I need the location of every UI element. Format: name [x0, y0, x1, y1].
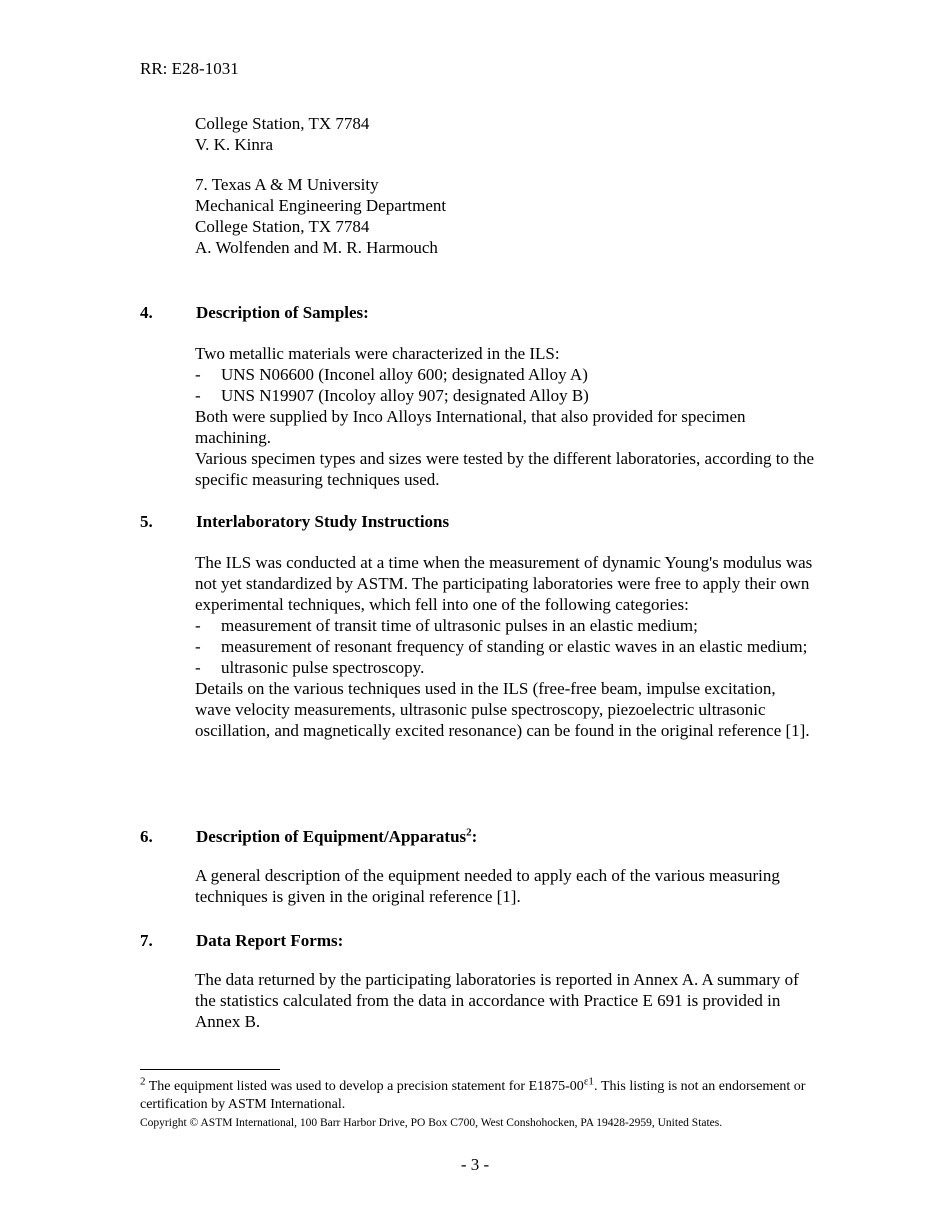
paragraph: Two metallic materials were characterized in the ILS: — [195, 344, 560, 363]
footnote-reference[interactable]: 2 — [466, 826, 472, 839]
paragraph: Various specimen types and sizes were tested by the different laboratories, according to the specific measuring techniques used. — [195, 449, 815, 489]
section-title: Interlaboratory Study Instructions — [196, 512, 450, 531]
bullet-dash: - — [195, 616, 201, 635]
section-5-body — [195, 552, 815, 741]
department-name: Mechanical Engineering Department — [195, 196, 447, 215]
section-7-heading — [140, 930, 343, 951]
footnote-marker: 2 — [140, 1075, 146, 1088]
institution-name: 7. Texas A & M University — [195, 175, 379, 194]
section-4-heading — [140, 302, 369, 323]
list-item-text: UNS N19907 (Incoloy alloy 907; designated Alloy B) — [221, 386, 589, 405]
bullet-dash: - — [195, 365, 201, 384]
section-4-body — [195, 343, 815, 490]
section-number: 6. — [140, 827, 153, 846]
list-item — [195, 615, 815, 636]
section-7-body — [195, 969, 815, 1032]
footnote-divider — [140, 1069, 280, 1070]
list-item-text: UNS N06600 (Inconel alloy 600; designated Alloy A) — [221, 365, 588, 384]
paragraph: A general description of the equipment needed to apply each of the various measuring techniques is given in the original reference [1]. — [195, 866, 780, 906]
bullet-dash: - — [195, 386, 201, 405]
paragraph: Both were supplied by Inco Alloys International, that also provided for specimen machining. — [195, 407, 746, 447]
report-id-header: RR: E28-1031 — [140, 59, 239, 78]
list-item-text: measurement of resonant frequency of standing or elastic waves in an elastic medium; — [221, 637, 808, 656]
list-item-text: measurement of transit time of ultrasonic pulses in an elastic medium; — [221, 616, 698, 635]
list-item — [195, 364, 815, 385]
section-title: Description of Equipment/Apparatus — [196, 827, 467, 846]
footnote-text-end: . This listing is not an endorsement or certification by ASTM International. — [140, 1079, 806, 1112]
page-number: - 3 - — [460, 1155, 490, 1174]
heading-colon: : — [471, 827, 478, 846]
section-number: 5. — [140, 512, 153, 531]
footnote — [140, 1075, 820, 1114]
contact-name: A. Wolfenden and M. R. Harmouch — [195, 238, 438, 257]
list-item — [195, 657, 815, 678]
paragraph: Details on the various techniques used in the ILS (free-free beam, impulse excitation, wave velocity measurements, ultrasonic pulse spectroscopy, piezoelectric ultrasonic oscillation, and magnetically excited resonance) can be found in the original reference [1]. — [195, 679, 810, 740]
section-5-heading — [140, 511, 449, 532]
contact-name: V. K. Kinra — [195, 135, 274, 154]
bullet-dash: - — [195, 658, 201, 677]
section-number: 7. — [140, 931, 153, 950]
bullet-dash: - — [195, 637, 201, 656]
footnote-text-start: The equipment listed was used to develop a precision statement for E1875-00 — [145, 1079, 584, 1094]
paragraph: The ILS was conducted at a time when the measurement of dynamic Young's modulus was not yet standardized by ASTM. The participating laboratories were free to apply their own experimental techniques, which fell into one of the following categories: — [195, 553, 813, 614]
paragraph: The data returned by the participating laboratories is reported in Annex A. A summary of the statistics calculated from the data in accordance with Practice E 691 is provided in Annex B. — [195, 970, 799, 1031]
copyright-notice: Copyright © ASTM International, 100 Barr Harbor Drive, PO Box C700, West Conshohocken, PA 19428-2959, United States. — [140, 1117, 723, 1129]
section-title: Data Report Forms: — [196, 931, 344, 950]
footnote-epsilon: ε1 — [583, 1075, 594, 1088]
participant-lab-7 — [195, 174, 815, 258]
section-title: Description of Samples: — [196, 303, 369, 322]
list-item — [195, 385, 815, 406]
section-6-body — [195, 865, 815, 907]
section-6-heading — [140, 826, 477, 847]
address-line: College Station, TX 7784 — [195, 217, 370, 236]
list-item-text: ultrasonic pulse spectroscopy. — [221, 658, 425, 677]
list-item — [195, 636, 815, 657]
section-number: 4. — [140, 303, 153, 322]
participant-lab-6-continued — [195, 113, 815, 155]
address-line: College Station, TX 7784 — [195, 114, 370, 133]
